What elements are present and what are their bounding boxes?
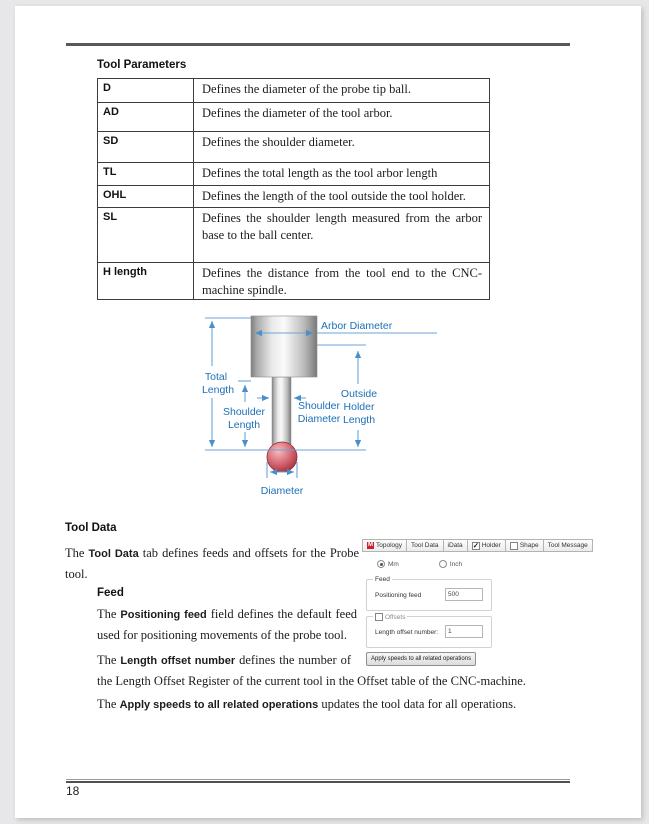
radio-label: Mm (388, 560, 399, 568)
tab-label: Shape (519, 542, 539, 549)
table-row (98, 103, 490, 132)
outside-holder-length-label: Outside (340, 388, 378, 400)
tab-label: Tool Message (547, 542, 588, 549)
feed-group-legend: Feed (375, 576, 390, 583)
radio-inch-icon[interactable] (439, 560, 447, 568)
param-name: TL (98, 163, 194, 186)
shoulder-diameter-label: Diameter (297, 413, 341, 425)
length-offset-number-label: Length offset number: (375, 629, 439, 636)
tab-label: Holder (481, 542, 501, 549)
paragraph-text: field defines the default feed used for positioning movements of the probe tool. (97, 607, 358, 642)
header-rule (66, 43, 570, 46)
tab-holder[interactable] (468, 539, 506, 552)
length-offset-number-input[interactable] (445, 625, 483, 638)
radio-label: Inch (449, 560, 463, 568)
footer-rule (66, 779, 570, 783)
tool-data-heading: Tool Data (65, 522, 117, 534)
radio-option-mm[interactable] (377, 560, 399, 568)
arbor-diameter-label: Arbor Diameter (321, 320, 393, 332)
holder-checkbox-icon[interactable] (472, 542, 480, 550)
param-definition: Defines the diameter of the probe tip ball. (194, 79, 490, 103)
paragraph-text: tab defines feeds and offsets for the Probe tool. (65, 546, 360, 581)
arbor-cylinder-shape (251, 316, 317, 377)
dialog-tab-bar (362, 539, 593, 552)
shoulder-length-label: Shoulder (222, 406, 266, 418)
apply-speeds-paragraph (97, 695, 571, 716)
table-row (98, 208, 490, 263)
param-definition: Defines the diameter of the tool arbor. (194, 103, 490, 132)
param-definition: Defines the length of the tool outside the tool holder. (194, 186, 490, 208)
total-length-label: Length (201, 384, 235, 396)
param-name: H length (98, 263, 194, 300)
units-radio-group (377, 560, 462, 568)
table-row (98, 79, 490, 103)
table-row (98, 263, 490, 300)
positioning-feed-input[interactable] (445, 588, 483, 601)
radio-option-inch[interactable] (439, 560, 462, 568)
tool-data-intro-paragraph (65, 544, 359, 584)
paragraph-text: defines the number of the Length Offset Register of the current tool in the Offset table of the CNC-machine. (97, 653, 526, 688)
total-length-label: Total (204, 371, 228, 383)
paragraph-text: The (65, 546, 89, 560)
dimension-lines (205, 318, 437, 478)
keyword-bold: Length offset number (120, 655, 236, 667)
paragraph-text: The (97, 607, 121, 621)
tab-topology[interactable] (362, 539, 407, 552)
outside-holder-length-label: Holder (343, 401, 375, 413)
param-name: SL (98, 208, 194, 263)
paragraph-text: The (97, 697, 120, 711)
table-row (98, 163, 490, 186)
solidcam-logo-icon: M (368, 542, 373, 548)
keyword-bold: Positioning feed (120, 609, 207, 621)
document-page (15, 6, 641, 818)
param-definition: Defines the shoulder diameter. (194, 132, 490, 163)
keyword-bold: Tool Data (88, 548, 139, 560)
param-name: SD (98, 132, 194, 163)
outside-holder-length-label: Length (342, 414, 376, 426)
tool-parameters-table (97, 78, 490, 300)
keyword-bold: Apply speeds to all related operations (119, 699, 319, 711)
tab-label: Tool Data (411, 542, 439, 549)
tab-label: Topology (376, 542, 403, 549)
param-name: D (98, 79, 194, 103)
shape-checkbox-icon[interactable] (510, 542, 518, 550)
param-name: OHL (98, 186, 194, 208)
feed-heading: Feed (97, 587, 124, 599)
positioning-feed-label: Positioning feed (375, 592, 422, 599)
paragraph-text: The (97, 653, 121, 667)
tab-idata[interactable] (444, 539, 468, 552)
param-definition: Defines the total length as the tool arbor length (194, 163, 490, 186)
radio-mm-icon[interactable] (377, 560, 385, 568)
tool-data-dialog-screenshot (362, 539, 588, 673)
legend-label: Offsets (385, 613, 406, 621)
tab-tool-data[interactable] (407, 539, 443, 552)
offsets-groupbox (366, 613, 492, 648)
paragraph-text: updates the tool data for all operations. (318, 697, 517, 711)
shoulder-diameter-label: Shoulder (297, 400, 341, 412)
offsets-checkbox-icon[interactable] (375, 613, 383, 621)
param-name: AD (98, 103, 194, 132)
shoulder-shaft-shape (272, 377, 291, 445)
page-number: 18 (66, 784, 80, 798)
offsets-group-legend (373, 613, 407, 621)
param-definition: Defines the distance from the tool end to the CNC-machine spindle. (194, 263, 490, 300)
shoulder-length-label: Length (227, 419, 261, 431)
tab-shape[interactable] (506, 539, 544, 552)
apply-speeds-button[interactable]: Apply speeds to all related operations (366, 652, 476, 666)
positioning-feed-paragraph (97, 605, 357, 645)
ball-diameter-label: Diameter (260, 485, 304, 497)
tab-label: iData (447, 542, 463, 549)
probe-tool-diagram (195, 310, 440, 505)
feed-groupbox (366, 576, 492, 611)
tool-parameters-heading: Tool Parameters (97, 59, 187, 71)
param-definition: Defines the shoulder length measured from the arbor base to the ball center. (194, 208, 490, 263)
table-row (98, 132, 490, 163)
table-row (98, 186, 490, 208)
tab-tool-message[interactable] (544, 539, 593, 552)
probe-ball-shape (267, 442, 297, 472)
